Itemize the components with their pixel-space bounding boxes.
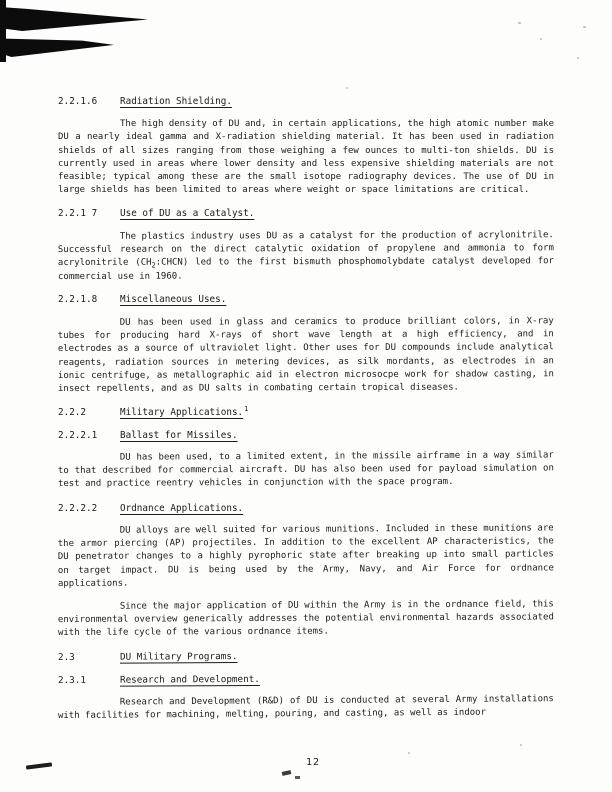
footnote-reference: 1 xyxy=(244,404,249,413)
paragraph-text: :CHCN) led to the first bismuth phosphomolybdate catalyst developed for commercial use in 1960. xyxy=(57,256,554,282)
section-du-catalyst xyxy=(58,207,554,283)
scan-artifact xyxy=(295,776,300,779)
section-number: 2.2.1.6 xyxy=(58,96,98,107)
section-du-military-programs xyxy=(58,651,554,664)
section-title: Ballast for Missiles. xyxy=(120,430,238,442)
section-heading xyxy=(58,648,554,664)
section-heading xyxy=(58,207,554,220)
scan-speck xyxy=(408,752,410,754)
section-number: 2.2.1 7 xyxy=(58,208,98,220)
section-heading xyxy=(58,671,554,687)
section-number: 2.2.1.8 xyxy=(58,294,98,306)
section-number: 2.2.2 xyxy=(58,406,86,418)
scan-artifact xyxy=(26,762,52,769)
section-heading xyxy=(58,95,554,108)
page-number: 12 xyxy=(305,757,321,768)
chemical-subscript: 2 xyxy=(151,261,156,270)
paragraph: The high density of DU and, in certain applications, the high atomic number make DU a nearly ideal gamma and X-radiation shielding material. It has been used in radiation shields of all sizes ranging from those weighing a few ounces to multi-ton shields. DU is currently used in areas where lower density and less expensive shielding materials are not feasible; typical among these are the small isotope radiography devices. The use of DU in large shields has been limited to areas where weight or space limitations are critical. xyxy=(58,119,554,196)
paragraph: DU has been used, to a limited extent, in the missile airframe in a way similar to that described for commercial aircraft. DU has also been used for payload simulation on test and practice reentry vehicles in conjunction with the space program. xyxy=(57,450,554,490)
paragraph: Since the major application of DU within the Army is in the ordnance field, this environmental overview generically addresses the potential environmental hazards associated with the life cycle of the various ordnance items. xyxy=(57,599,554,639)
section-ordnance-applications xyxy=(58,502,554,641)
document-body xyxy=(58,0,554,724)
section-title: Military Applications. xyxy=(120,406,244,418)
section-radiation-shielding xyxy=(58,95,554,197)
paragraph: Research and Development (R&D) of DU is conducted at several Army installations with facilities for machining, melting, pouring, and casting, as well as indoor xyxy=(57,694,554,722)
section-number: 2.2.2.2 xyxy=(58,502,98,514)
section-title: Radiation Shielding. xyxy=(120,96,232,107)
section-heading xyxy=(58,406,554,419)
section-miscellaneous-uses xyxy=(58,293,554,395)
section-title: Ordnance Applications. xyxy=(120,502,244,514)
section-number: 2.3.1 xyxy=(57,674,86,686)
section-number: 2.3 xyxy=(57,651,75,663)
section-ballast-for-missiles xyxy=(58,429,554,492)
scan-artifact xyxy=(282,770,292,776)
section-heading xyxy=(58,293,554,306)
paragraph-text: The plastics industry uses DU as a catalyst for the production of acrylonitrile. Successful research on the direct catalytic oxidation of propylene and ammonia to form acrylonitrile (CH xyxy=(57,229,554,269)
paragraph: DU has been used in glass and ceramics to produce brilliant colors, in X-ray tubes for producing hard X-rays of short wave length at a high efficiency, and in electrodes as a source of ultraviolet light. Other uses for DU compounds include analytical reagents, radiation sources in metering devices, as silk mordants, as electrodes in an ionic centrifuge, as metallographic aid in electron microsocpe work for shadow casting, in insect repellents, and as DU salts in combating certain tropical diseases. xyxy=(57,315,554,394)
section-title: Research and Development. xyxy=(119,673,260,686)
paragraph xyxy=(58,229,554,284)
section-title: DU Military Programs. xyxy=(119,650,238,663)
section-research-and-development xyxy=(58,674,554,724)
scan-speck xyxy=(577,57,579,59)
section-title: Miscellaneous Uses. xyxy=(120,294,227,306)
section-military-applications xyxy=(58,406,554,419)
section-title: Use of DU as a Catalyst. xyxy=(120,208,255,220)
scan-speck xyxy=(520,744,522,746)
paragraph: DU alloys are well suited for various munitions. Included in these munitions are the armor piercing (AP) projectiles. In addition to the excellent AP characteristics, the DU penetrator changes to a highly pyrophoric state after breaking up into small particles on target impact. DU is being used by the Army, Navy, and Air Force for ordnance applications. xyxy=(57,523,554,589)
section-heading xyxy=(58,502,554,515)
section-heading xyxy=(58,429,554,442)
scan-speck xyxy=(583,26,586,28)
section-number: 2.2.2.1 xyxy=(58,430,98,442)
